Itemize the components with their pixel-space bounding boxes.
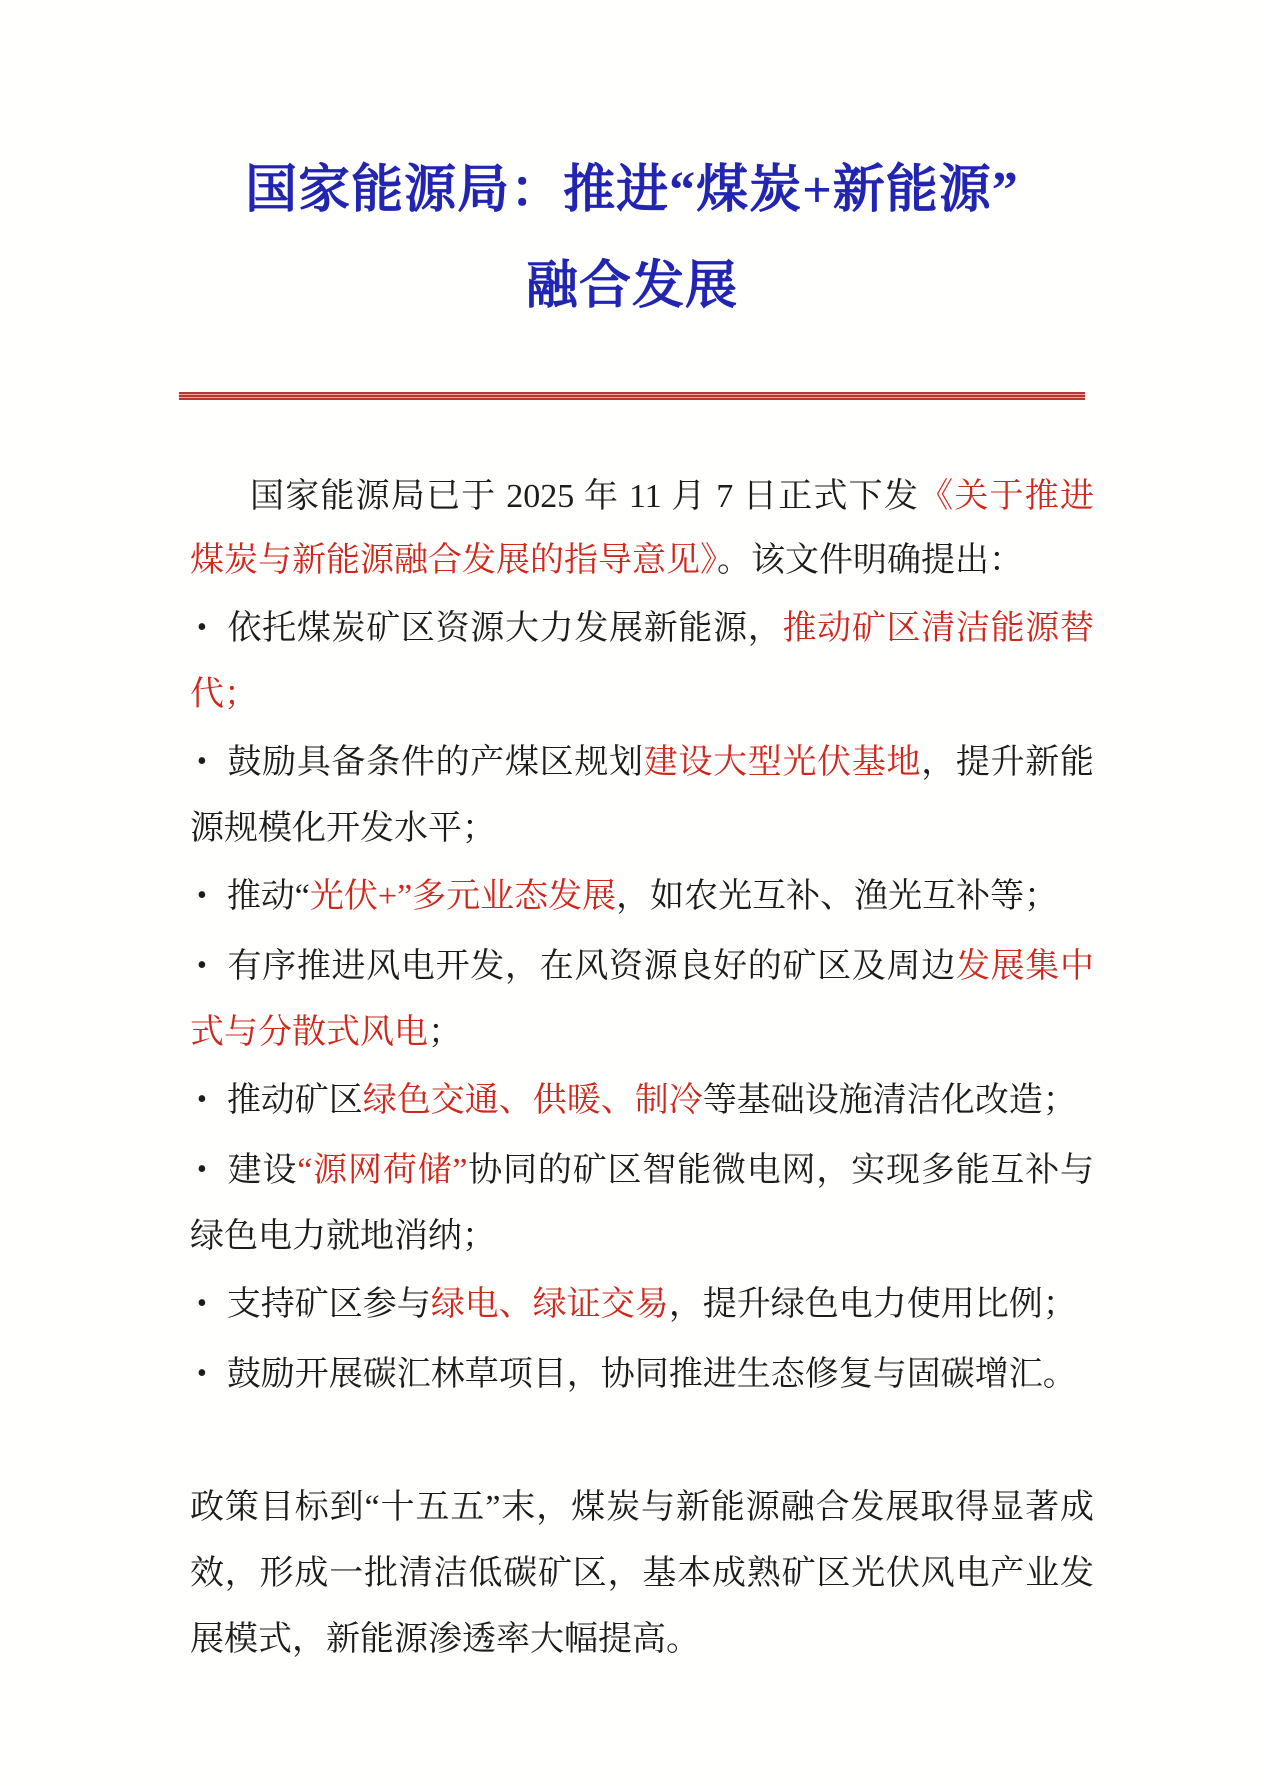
bullet-item bbox=[190, 1343, 1094, 1409]
bullet-item-text bbox=[190, 610, 1094, 713]
text-run-black: 推动矿区 bbox=[226, 1082, 363, 1119]
text-run-red: 建设大型光伏基地 bbox=[643, 744, 922, 781]
bullet-item bbox=[190, 935, 1094, 1065]
document-title bbox=[40, 143, 1224, 335]
bullet-item bbox=[190, 1069, 1094, 1135]
title-line-2: 融合发展 bbox=[525, 258, 738, 315]
text-run-black: 建设 bbox=[226, 1152, 298, 1189]
intro-paragraph bbox=[190, 465, 1094, 593]
bullet-item bbox=[190, 1139, 1094, 1269]
bullet-dot-icon: • bbox=[197, 1084, 207, 1115]
bullet-item-text bbox=[227, 878, 1058, 915]
bullet-item-text bbox=[190, 1152, 1094, 1255]
bullet-dot-icon: • bbox=[197, 950, 207, 981]
text-run-black: 国家能源局已于 2025 年 11 月 7 日正式下发 bbox=[250, 478, 920, 515]
text-run-black: 鼓励开展碳汇林草项目，协同推进生态修复与固碳增汇。 bbox=[226, 1356, 1077, 1393]
bullet-dot-icon: • bbox=[197, 1154, 207, 1185]
bullet-item bbox=[190, 597, 1094, 727]
policy-bullet-list bbox=[190, 597, 1094, 1409]
text-run-black: ，如农光互补、渔光互补等； bbox=[616, 878, 1059, 915]
text-run-black: ； bbox=[428, 1014, 462, 1051]
text-run-black: ，提升新能源规模化开发水平； bbox=[190, 744, 1094, 847]
bullet-dot-icon: • bbox=[197, 612, 207, 643]
bullet-item bbox=[190, 1273, 1094, 1339]
bullet-dot-icon: • bbox=[197, 880, 207, 911]
text-run-black: 推动“ bbox=[226, 878, 310, 915]
text-run-red: 《关于推进煤炭与新能源融合发展的指导意见》 bbox=[190, 478, 1094, 579]
bullet-item bbox=[190, 865, 1094, 931]
text-run-red: “源网荷储” bbox=[297, 1152, 468, 1189]
text-run-black: 鼓励具备条件的产煤区规划 bbox=[226, 744, 644, 781]
bullet-dot-icon: • bbox=[197, 746, 207, 777]
text-run-red: 绿色交通、供暖、制冷 bbox=[362, 1082, 703, 1119]
text-run-black: 有序推进风电开发，在风资源良好的矿区及周边 bbox=[226, 948, 956, 985]
bullet-item-text bbox=[190, 948, 1094, 1051]
text-run-black: 依托煤炭矿区资源大力发展新能源， bbox=[226, 610, 783, 647]
bullet-dot-icon: • bbox=[197, 1288, 207, 1319]
bullet-item-text bbox=[190, 744, 1094, 847]
closing-paragraph bbox=[190, 1475, 1094, 1673]
bullet-item-text bbox=[227, 1286, 1077, 1323]
text-run-red: 光伏+”多元业态发展 bbox=[309, 878, 617, 915]
bullet-item-text bbox=[227, 1082, 1077, 1119]
document-body bbox=[190, 465, 1094, 1673]
text-run-black: 等基础设施清洁化改造； bbox=[702, 1082, 1077, 1119]
bullet-dot-icon: • bbox=[197, 1358, 207, 1389]
text-run-black: 支持矿区参与 bbox=[226, 1286, 431, 1323]
text-run-black: ，提升绿色电力使用比例； bbox=[668, 1286, 1077, 1323]
title-divider-line bbox=[179, 392, 1085, 400]
title-line-1: 国家能源局：推进“煤炭+新能源” bbox=[245, 162, 1019, 219]
text-run-red: 发展集中式与分散式风电 bbox=[190, 948, 1094, 1051]
bullet-item bbox=[190, 731, 1094, 861]
bullet-item-text bbox=[227, 1356, 1077, 1393]
text-run-black: 。该文件明确提出： bbox=[717, 542, 1023, 579]
text-run-black: 协同的矿区智能微电网，实现多能互补与绿色电力就地消纳； bbox=[190, 1152, 1095, 1255]
text-run-red: 推动矿区清洁能源替代； bbox=[190, 610, 1094, 713]
text-run-black: 政策目标到“十五五”末，煤炭与新能源融合发展取得显著成效，形成一批清洁低碳矿区，基本成熟矿区光伏风电产业发展模式，新能源渗透率大幅提高。 bbox=[190, 1489, 1094, 1658]
text-run-red: 绿电、绿证交易 bbox=[430, 1286, 669, 1323]
